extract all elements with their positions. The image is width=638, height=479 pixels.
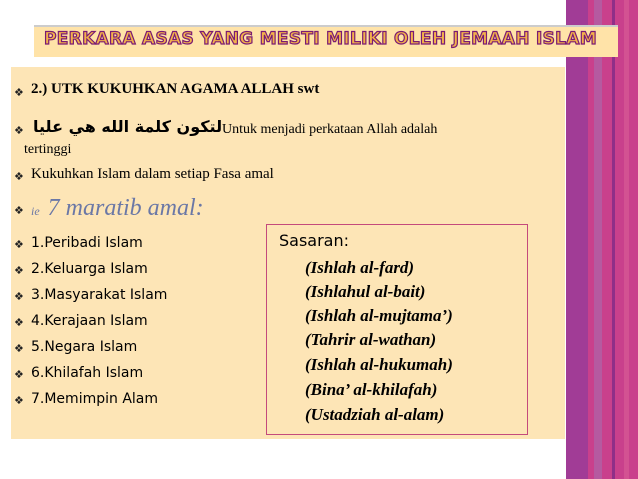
bullet-icon: ❖: [14, 290, 24, 303]
bullet-icon: ❖: [14, 204, 24, 217]
list-item: 6.Khilafah Islam: [31, 365, 144, 381]
slide-title-bar: [34, 25, 618, 57]
slide-title: PERKARA ASAS YANG MESTI MILIKI OLEH JEMAAH ISLAM: [44, 29, 597, 49]
sasaran-item: (Ishlah al-hukumah): [305, 355, 453, 374]
list-item: 4.Kerajaan Islam: [31, 313, 148, 329]
list-item: 1.Peribadi Islam: [31, 235, 143, 251]
decorative-stripe: [566, 0, 638, 479]
list-item: 7.Memimpin Alam: [31, 391, 158, 407]
kukuhkan-text: Kukuhkan Islam dalam setiap Fasa amal: [31, 166, 274, 182]
sasaran-item: (Ishlah al-mujtama’): [305, 306, 453, 325]
bullet-icon: ❖: [14, 342, 24, 355]
sasaran-item: (Ishlahul al-bait): [305, 282, 426, 301]
bullet-icon: ❖: [14, 86, 24, 99]
arabic-translation-cont: tertinggi: [24, 142, 72, 157]
maratib-prefix: ie: [31, 204, 40, 218]
bullet-icon: ❖: [14, 394, 24, 407]
sasaran-title: Sasaran:: [279, 231, 350, 250]
sasaran-box: [266, 224, 528, 435]
sasaran-item: (Tahrir al-wathan): [305, 330, 437, 349]
stripe-band: [594, 0, 602, 479]
heading-text: 2.) UTK KUKUHKAN AGAMA ALLAH swt: [31, 81, 320, 97]
sasaran-item: (Bina’ al-khilafah): [305, 380, 438, 399]
list-item: 3.Masyarakat Islam: [31, 287, 168, 303]
bullet-icon: ❖: [14, 316, 24, 329]
maratib-value: 7 maratib amal:: [47, 195, 204, 221]
stripe-band: [612, 0, 615, 479]
list-item: 5.Negara Islam: [31, 339, 138, 355]
maratib-line: [31, 195, 204, 222]
bullet-icon: ❖: [14, 238, 24, 251]
bullet-icon: ❖: [14, 264, 24, 277]
sasaran-item: (Ishlah al-fard): [305, 258, 415, 277]
bullet-icon: ❖: [14, 368, 24, 381]
bullet-icon: ❖: [14, 124, 24, 137]
list-item: 2.Keluarga Islam: [31, 261, 148, 277]
bullet-icon: ❖: [14, 170, 24, 183]
arabic-translation: Untuk menjadi perkataan Allah adalah: [222, 122, 438, 137]
stripe-band: [624, 0, 629, 479]
arabic-text: لتكون كلمة الله هي عليا: [33, 117, 223, 136]
sasaran-item: (Ustadziah al-alam): [305, 405, 445, 424]
